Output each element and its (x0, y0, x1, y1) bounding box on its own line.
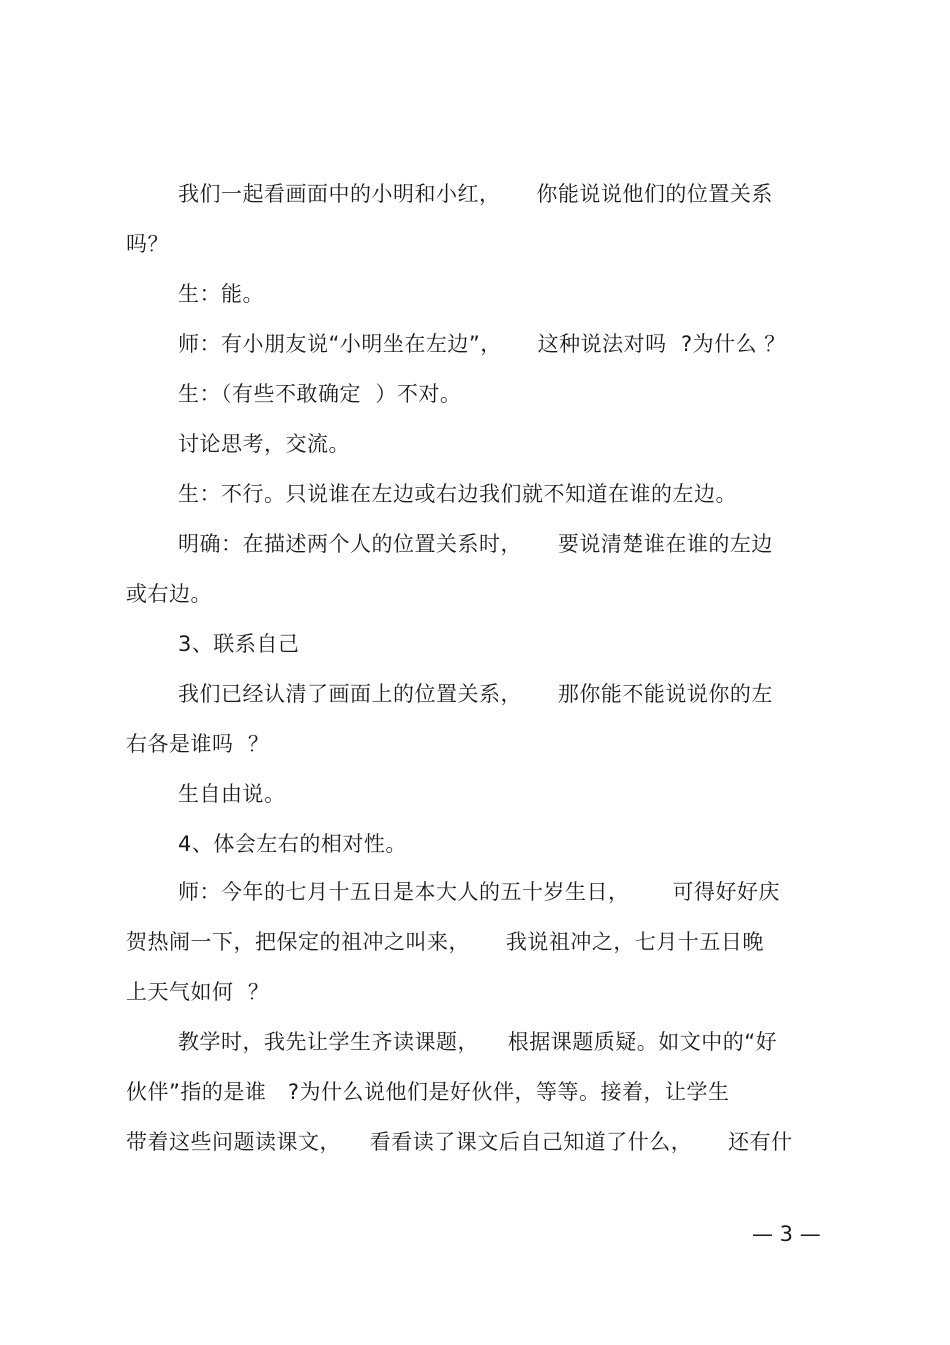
paragraph-line: 上天气如何 ？ (126, 980, 270, 1004)
paragraph-line: 生自由说。 (178, 782, 286, 806)
paragraph-line: 我们一起看画面中的小明和小红， 你能说说他们的位置关系 (178, 182, 773, 206)
paragraph-line: 伙伴”指的是谁 ?为什么说他们是好伙伴，等等。接着，让学生 (126, 1080, 730, 1104)
section-heading: 4、体会左右的相对性。 (178, 832, 407, 856)
paragraph-line: 我们已经认清了画面上的位置关系， 那你能不能说说你的左 (178, 682, 773, 706)
page-number: — 3 — (752, 1222, 821, 1246)
section-heading: 3、联系自己 (178, 632, 300, 656)
paragraph-line: 讨论思考，交流。 (178, 432, 350, 456)
paragraph-line: 生：能。 (178, 282, 264, 306)
paragraph-line: 生：（有些不敢确定 ）不对。 (178, 382, 462, 406)
paragraph-line: 生：不行。只说谁在左边或右边我们就不知道在谁的左边。 (178, 482, 737, 506)
paragraph-line: 贺热闹一下，把保定的祖冲之叫来， 我说祖冲之，七月十五日晚 (126, 930, 764, 954)
paragraph-line: 吗？ (126, 232, 169, 256)
paragraph-line: 师：今年的七月十五日是本大人的五十岁生日， 可得好好庆 (178, 880, 781, 904)
paragraph-line: 明确：在描述两个人的位置关系时， 要说清楚谁在谁的左边 (178, 532, 773, 556)
paragraph-line: 教学时，我先让学生齐读课题， 根据课题质疑。如文中的“好 (178, 1030, 778, 1054)
paragraph-line: 带着这些问题读课文， 看看读了课文后自己知道了什么， 还有什 (126, 1130, 793, 1154)
paragraph-line: 或右边。 (126, 582, 212, 606)
paragraph-line: 师：有小朋友说“小明坐在左边”， 这种说法对吗 ?为什么 ？ (178, 332, 786, 356)
paragraph-line: 右各是谁吗 ？ (126, 732, 270, 756)
